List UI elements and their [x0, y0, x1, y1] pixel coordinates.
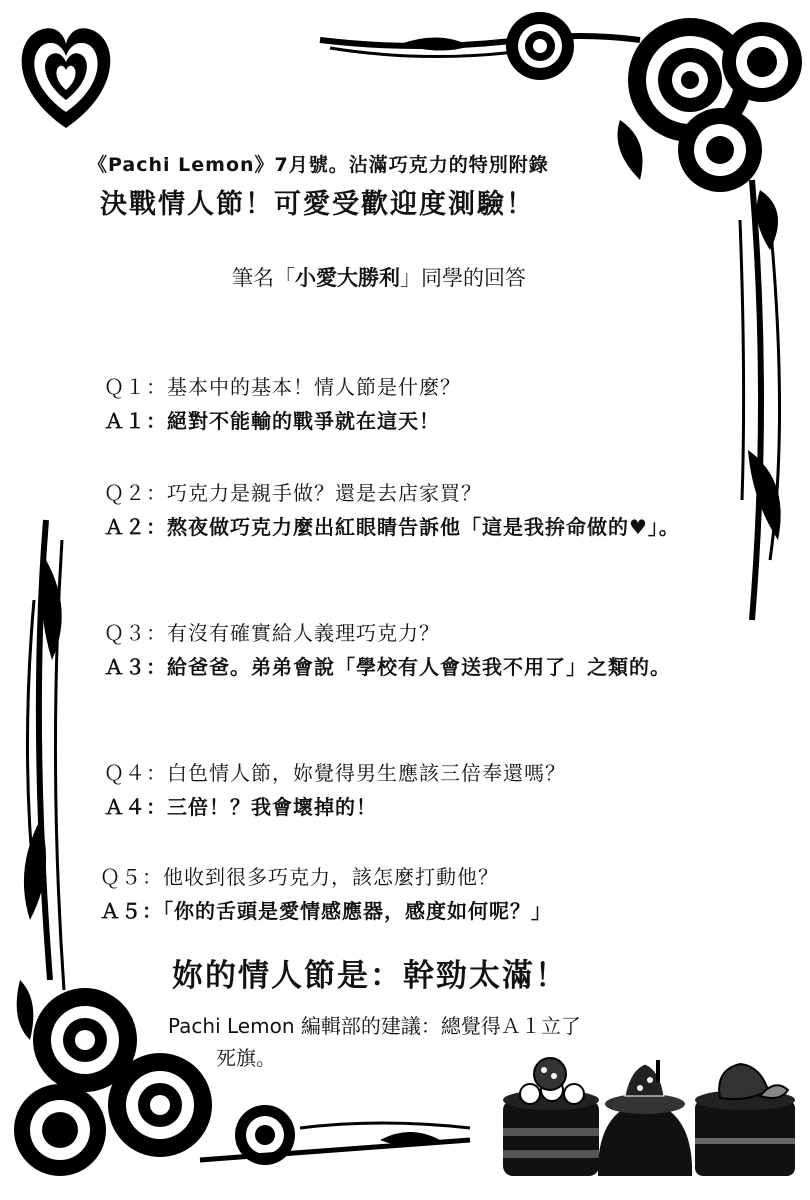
answer-2: Ａ２：熬夜做巧克力麼出紅眼睛告訴他「這是我拚命做的♥」。 [104, 515, 680, 539]
answer-1: Ａ１：絕對不能輸的戰爭就在這天！ [104, 409, 440, 433]
result-headline: 妳的情人節是：幹勁太滿！ [172, 958, 568, 994]
question-3: Ｑ３：有沒有確實給人義理巧克力？ [104, 621, 440, 645]
byline [232, 262, 526, 292]
byline-name: 小愛大勝利 [295, 266, 400, 290]
answer-4: Ａ４：三倍！？我會壞掉的！ [104, 795, 377, 819]
cake-icon [503, 1058, 795, 1176]
magazine-header: 《Pachi Lemon》7月號。沾滿巧克力的特別附錄 [88, 154, 549, 176]
qa-item-2 [104, 476, 694, 544]
question-2: Ｑ２：巧克力是親手做？還是去店家買？ [104, 481, 482, 505]
advice-line-2: 死旗。 [216, 1046, 276, 1070]
editor-advice [168, 1010, 668, 1074]
question-4: Ｑ４：白色情人節，妳覺得男生應該三倍奉還嗎？ [104, 761, 566, 785]
qa-item-4 [104, 756, 704, 824]
question-5: Ｑ５：他收到很多巧克力，該怎麼打動他？ [100, 865, 499, 889]
advice-line-1: Pachi Lemon 編輯部的建議：總覺得Ａ１立了 [168, 1014, 581, 1038]
qa-item-3 [104, 616, 694, 684]
answer-3: Ａ３：給爸爸。弟弟會說「學校有人會送我不用了」之類的。 [104, 655, 671, 679]
qa-item-5 [100, 860, 700, 928]
byline-suffix: 」同學的回答 [400, 266, 526, 290]
heart-icon [22, 28, 111, 128]
quiz-title: 決戰情人節！可愛受歡迎度測驗！ [100, 189, 535, 220]
answer-5: Ａ５：「你的舌頭是愛情感應器，感度如何呢？」 [100, 899, 552, 923]
byline-prefix: 筆名「 [232, 266, 295, 290]
question-1: Ｑ１：基本中的基本！情人節是什麼？ [104, 375, 461, 399]
qa-item-1 [104, 370, 704, 438]
